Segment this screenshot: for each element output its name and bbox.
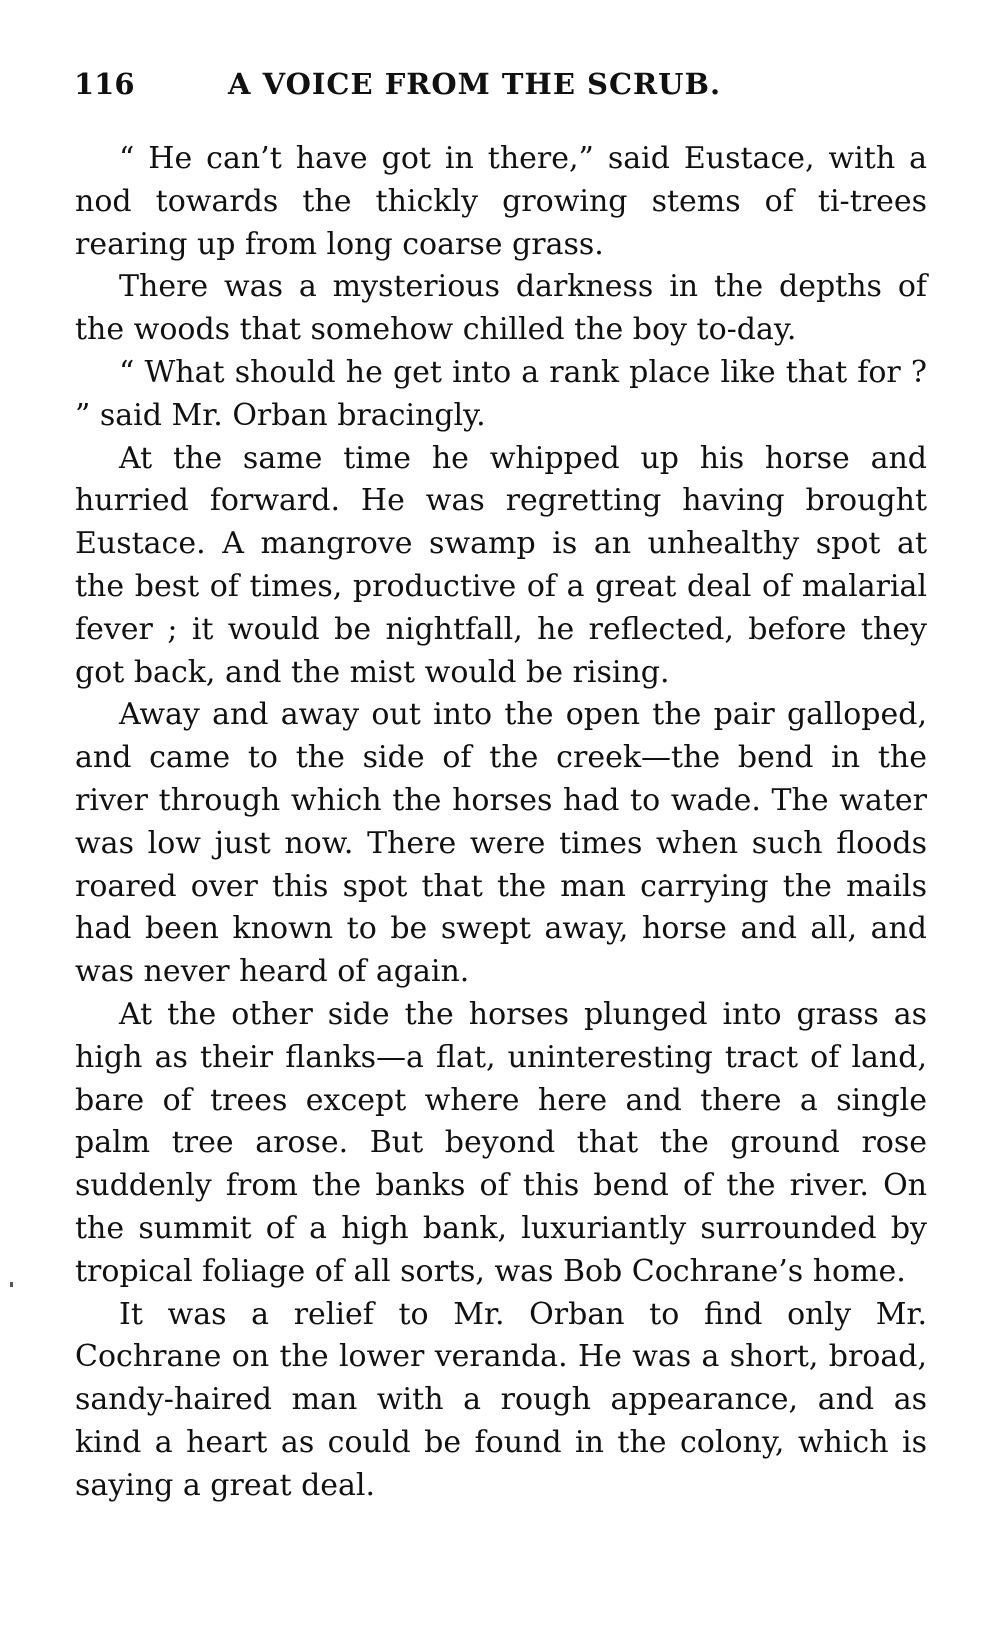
paragraph: Away and away out into the open the pair galloped, and came to the side of the creek—the bend in the river through which the horses had to wade. The water was low just now. There were times when such floods roared over this spot that the man carrying the mails had been known to be swept away, horse and all, and was never heard of again. [75,697,927,990]
paragraph: At the same time he whipped up his horse and hurried forward. He was regretting having brought Eustace. A mangrove swamp is an unhealthy spot at the best of times, productive of a great deal of malarial fever ; it would be nightfall, he reflected, before they got back, and the mist would be rising. [75,440,927,690]
ink-speck [10,1282,13,1287]
page-number: 116 [74,67,135,101]
running-head [74,62,924,106]
running-title: A VOICE FROM THE SCRUB. [228,67,722,101]
body-text [75,138,927,1508]
paragraph: “ He can’t have got in there,” said Eustace, with a nod towards the thickly growing stems of ti-trees rearing up from long coarse grass. [75,141,927,262]
paragraph: It was a relief to Mr. Orban to find only Mr. Cochrane on the lower veranda. He was a short, broad, sandy-haired man with a rough appearance, and as kind a heart as could be found in the colony, which is saying a great deal. [75,1296,927,1503]
paragraph: At the other side the horses plunged into grass as high as their flanks—a flat, uninteresting tract of land, bare of trees except where here and there a single palm tree arose. But beyond that the ground rose suddenly from the banks of this bend of the river. On the summit of a high bank, luxuriantly surrounded by tropical foliage of all sorts, was Bob Cochrane’s home. [75,996,927,1289]
paragraph: “ What should he get into a rank place like that for ? ” said Mr. Orban bracingly. [75,354,927,433]
paragraph: There was a mysterious darkness in the depths of the woods that somehow chilled the boy to-day. [75,269,927,348]
